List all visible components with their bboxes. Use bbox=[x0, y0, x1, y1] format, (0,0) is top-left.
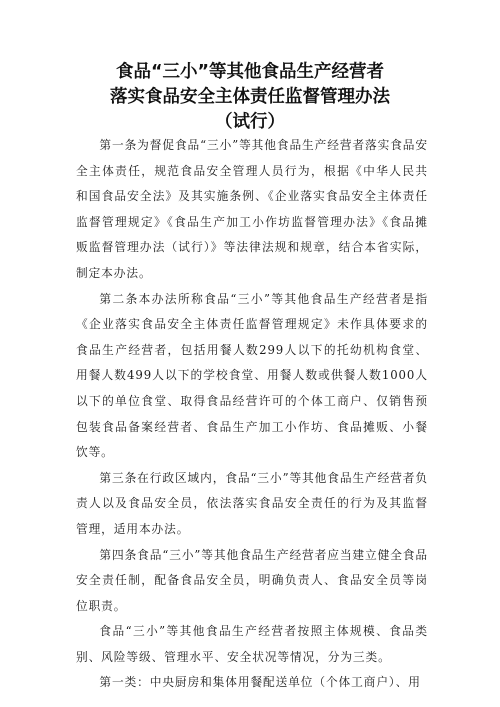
document-body bbox=[76, 133, 428, 696]
article-4-paragraph: 第四条食品“三小”等其他食品生产经营者应当建立健全食品安全责任制，配备食品安全员，明确负责人、食品安全员等岗位职责。 bbox=[76, 547, 428, 613]
title-line-2: 落实食品安全主体责任监督管理办法 bbox=[110, 87, 390, 107]
document-title bbox=[0, 60, 500, 135]
article-2-paragraph: 第二条本办法所称食品“三小”等其他食品生产经营者是指《企业落实食品安全主体责任监督管理规定》未作具体要求的食品生产经营者，包括用餐人数299人以下的托幼机构食堂、用餐人数499人以下的学校食堂、用餐人数或供餐人数1000人以下的单位食堂、取得食品经营许可的个体工商户、仅销售预包装食品备案经营者、食品生产加工小作坊、食品摊贩、小餐饮等。 bbox=[76, 291, 428, 460]
article-1-paragraph: 第一条为督促食品“三小”等其他食品生产经营者落实食品安全主体责任，规范食品安全管理人员行为，根据《中华人民共和国食品安全法》及其实施条例、《企业落实食品安全主体责任监督管理规定》《食品生产加工小作坊监督管理办法》《食品摊贩监督管理办法（试行）》等法律法规和规章，结合本省实际，制定本办法。 bbox=[76, 138, 428, 280]
article-3-paragraph: 第三条在行政区域内，食品“三小”等其他食品生产经营者负责人以及食品安全员，依法落实食品安全责任的行为及其监督管理，适用本办法。 bbox=[76, 470, 428, 536]
title-line-3: （试行） bbox=[215, 112, 285, 132]
classification-paragraph: 食品“三小”等其他食品生产经营者按照主体规模、食品类别、风险等级、管理水平、安全状况等情况，分为三类。 bbox=[76, 624, 428, 664]
title-line-1: 食品“三小”等其他食品生产经营者 bbox=[115, 62, 384, 82]
category-one-paragraph: 第一类：中央厨房和集体用餐配送单位（个体工商户）、用 bbox=[99, 675, 421, 690]
